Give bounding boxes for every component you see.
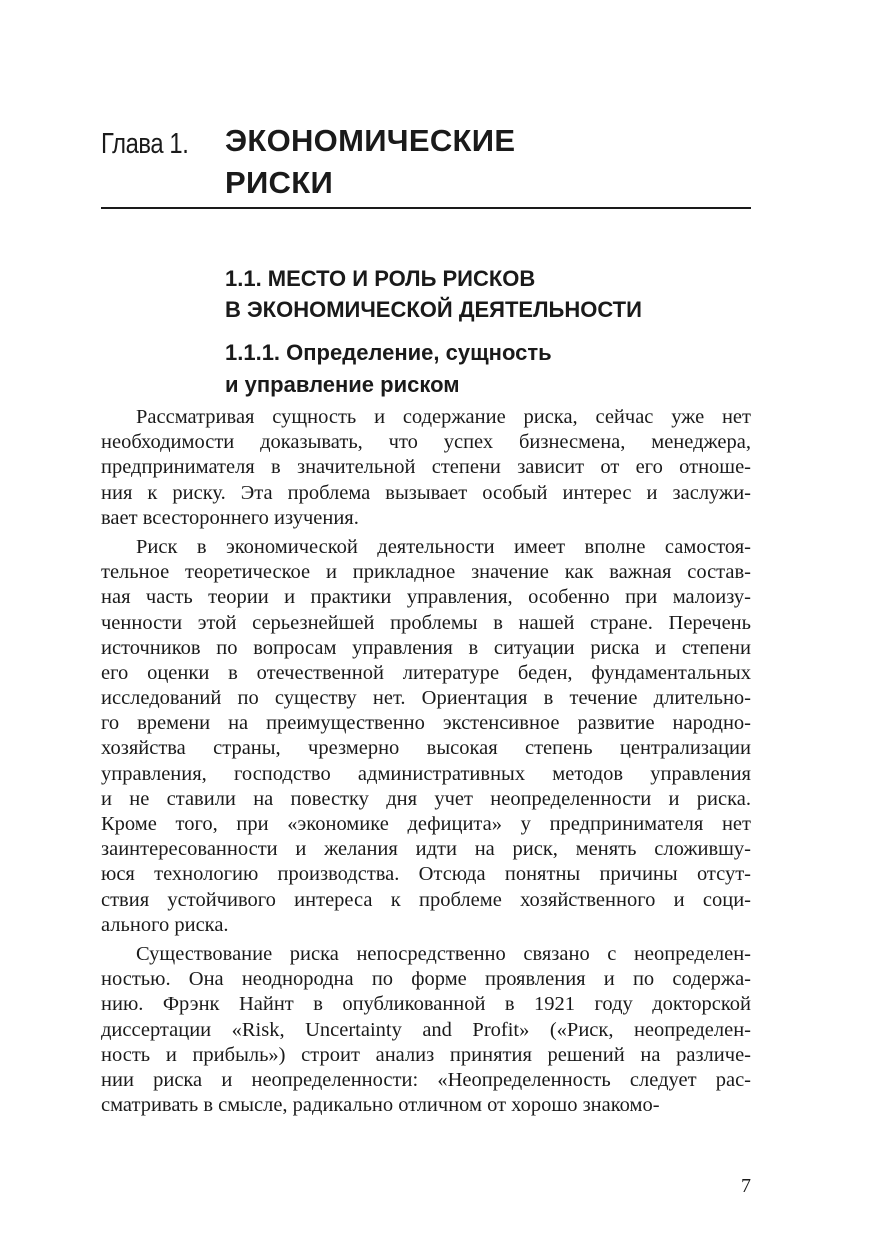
- paragraph-line: вает всестороннего изучения.: [101, 506, 359, 529]
- paragraph-line: го времени на преимущественно экстенсивное развитие народно-: [101, 712, 751, 735]
- page-number: 7: [741, 1175, 751, 1197]
- paragraph-line: ность и прибыль») строит анализ принятия решений на различе-: [101, 1043, 751, 1066]
- subsection-heading: [225, 337, 745, 401]
- section-heading-block: [225, 263, 745, 401]
- paragraph-line: нию. Фрэнк Найнт в опубликованной в 1921 году докторской: [101, 993, 751, 1016]
- chapter-title-line: РИСКИ: [225, 165, 334, 200]
- paragraph-line: Существование риска непосредственно связано с неопределен-: [136, 942, 751, 965]
- paragraph-line: его оценки в отечественной литературе беден, фундаментальных: [101, 661, 751, 684]
- paragraph-line: хозяйства страны, чрезмерно высокая степень централизации: [101, 737, 751, 760]
- subsection-heading-line: и управление риском: [225, 372, 460, 397]
- paragraph: [101, 405, 751, 531]
- paragraph-line: и не ставили на повестку дня учет неопределенности и риска.: [101, 787, 751, 810]
- paragraph-line: Кроме того, при «экономике дефицита» у предпринимателя нет: [101, 813, 751, 835]
- section-heading: [225, 263, 745, 325]
- paragraph-line: предпринимателя в значительной степени зависит от его отноше-: [101, 456, 751, 479]
- paragraph-line: управления, господство административных методов управления: [101, 762, 751, 785]
- paragraph-line: необходимости доказывать, что успех бизнесмена, менеджера,: [101, 431, 751, 454]
- chapter-title: [225, 120, 515, 204]
- paragraph-line: юся технологию производства. Отсюда понятны причины отсут-: [101, 863, 751, 886]
- paragraph-line: тельное теоретическое и прикладное значение как важная состав-: [101, 561, 751, 584]
- section-heading-line: В ЭКОНОМИЧЕСКОЙ ДЕЯТЕЛЬНОСТИ: [225, 297, 642, 322]
- paragraph: [101, 535, 751, 938]
- paragraph-line: заинтересованности и желания идти на риск, менять сложившу-: [101, 838, 751, 861]
- body-text: [101, 405, 751, 1118]
- paragraph-line: сматривать в смысле, радикально отличном от хорошо знакомо-: [101, 1094, 660, 1117]
- paragraph-line: Риск в экономической деятельности имеет вполне самостоя-: [136, 535, 751, 558]
- paragraph-line: диссертации «Risk, Uncertainty and Profit» («Риск, неопределен-: [101, 1018, 751, 1041]
- paragraph-line: исследований по существу нет. Ориентация в течение длительно-: [101, 687, 751, 710]
- paragraph-line: ностью. Она неоднородна по форме проявления и по содержа-: [101, 968, 751, 991]
- paragraph-line: ная часть теории и практики управления, особенно при малоизу-: [101, 586, 751, 609]
- chapter-title-line: ЭКОНОМИЧЕСКИЕ: [225, 123, 516, 158]
- chapter-label: Глава 1.: [101, 128, 189, 160]
- paragraph-line: ального риска.: [101, 913, 229, 936]
- chapter-divider: [101, 207, 751, 209]
- paragraph-line: нии риска и неопределенности: «Неопределенность следует рас-: [101, 1068, 751, 1091]
- paragraph-line: ствия устойчивого интереса к проблеме хозяйственного и соци-: [101, 888, 751, 911]
- paragraph: [101, 942, 751, 1118]
- paragraph-line: ния к риску. Эта проблема вызывает особый интерес и заслужи-: [101, 481, 751, 504]
- paragraph-line: ченности этой серьезнейшей проблемы в нашей стране. Перечень: [101, 611, 751, 634]
- section-heading-line: 1.1. МЕСТО И РОЛЬ РИСКОВ: [225, 266, 536, 291]
- subsection-heading-line: 1.1.1. Определение, сущность: [225, 340, 552, 365]
- paragraph-line: Рассматривая сущность и содержание риска, сейчас уже нет: [136, 406, 751, 428]
- paragraph-line: источников по вопросам управления в ситуации риска и степени: [101, 636, 751, 659]
